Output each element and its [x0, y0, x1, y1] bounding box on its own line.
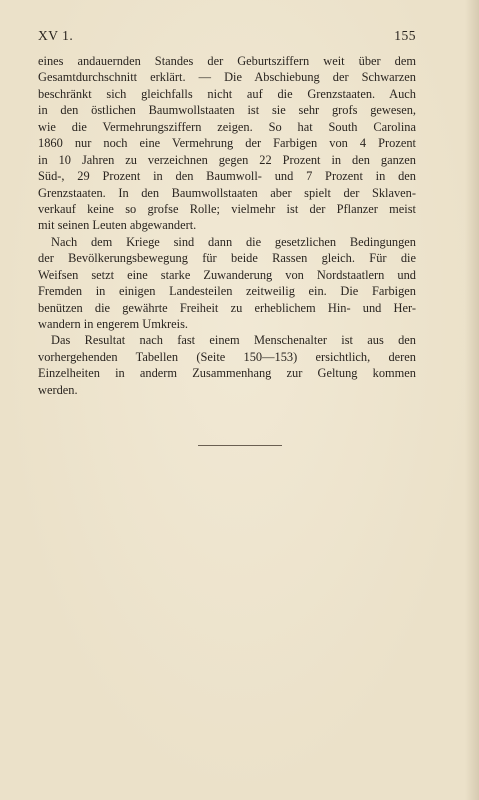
text-line: Süd-, 29 Prozent in den Baumwoll- und 7 Prozent in den [38, 169, 416, 184]
text-line: Weifsen setzt eine starke Zuwanderung von Nordstaatlern und [38, 267, 416, 282]
text-line: Einzelheiten in anderm Zusammenhang zur Geltung kommen [38, 366, 416, 381]
text-line: eines andauernden Standes der Geburtsziffern weit über dem [38, 54, 416, 68]
text-line: verkauf keine so grofse Rolle; vielmehr ist der Pflanzer meist [38, 201, 416, 216]
paragraph-3 [38, 332, 416, 398]
section-number: XV 1. [38, 28, 74, 43]
section-divider-rule [198, 445, 282, 446]
text-line: der Bevölkerungsbewegung für beide Rassen gleich. Für die [38, 251, 416, 266]
paragraph-1 [38, 53, 416, 234]
text-line: mit seinen Leuten abgewandert. [38, 218, 197, 233]
text-line: Nach dem Kriege sind dann die gesetzlichen Bedingungen [51, 234, 416, 249]
page-edge-shadow [465, 0, 479, 800]
text-line: wandern in engerem Umkreis. [38, 317, 189, 331]
page-number: 155 [394, 28, 416, 43]
text-line: Grenzstaaten. In den Baumwollstaaten aber spielt der Sklaven- [38, 185, 416, 200]
paragraph-2 [38, 234, 416, 333]
text-line: wie die Vermehrungsziffern zeigen. So hat South Carolina [38, 119, 416, 134]
text-line: vorhergehenden Tabellen (Seite 150—153) ersichtlich, deren [38, 349, 416, 364]
running-header [38, 28, 416, 46]
text-line: Das Resultat nach fast einem Menschenalter ist aus den [51, 333, 416, 348]
text-line: 1860 nur noch eine Vermehrung der Farbigen von 4 Prozent [38, 136, 416, 151]
text-line: Gesamtdurchschnitt erklärt. — Die Abschiebung der Schwarzen [38, 70, 416, 85]
text-line: beschränkt sich gleichfalls nicht auf die Grenzstaaten. Auch [38, 86, 416, 101]
text-line: werden. [38, 382, 78, 397]
text-line: benützen die gewährte Freiheit zu erheblichem Hin- und Her- [38, 300, 416, 315]
text-line: in den östlichen Baumwollstaaten ist sie sehr grofs gewesen, [38, 103, 416, 118]
text-line: in 10 Jahren zu verzeichnen gegen 22 Prozent in den ganzen [38, 152, 416, 167]
text-line: Fremden in einigen Landesteilen zeitweilig ein. Die Farbigen [38, 284, 416, 299]
body-text [38, 53, 416, 398]
